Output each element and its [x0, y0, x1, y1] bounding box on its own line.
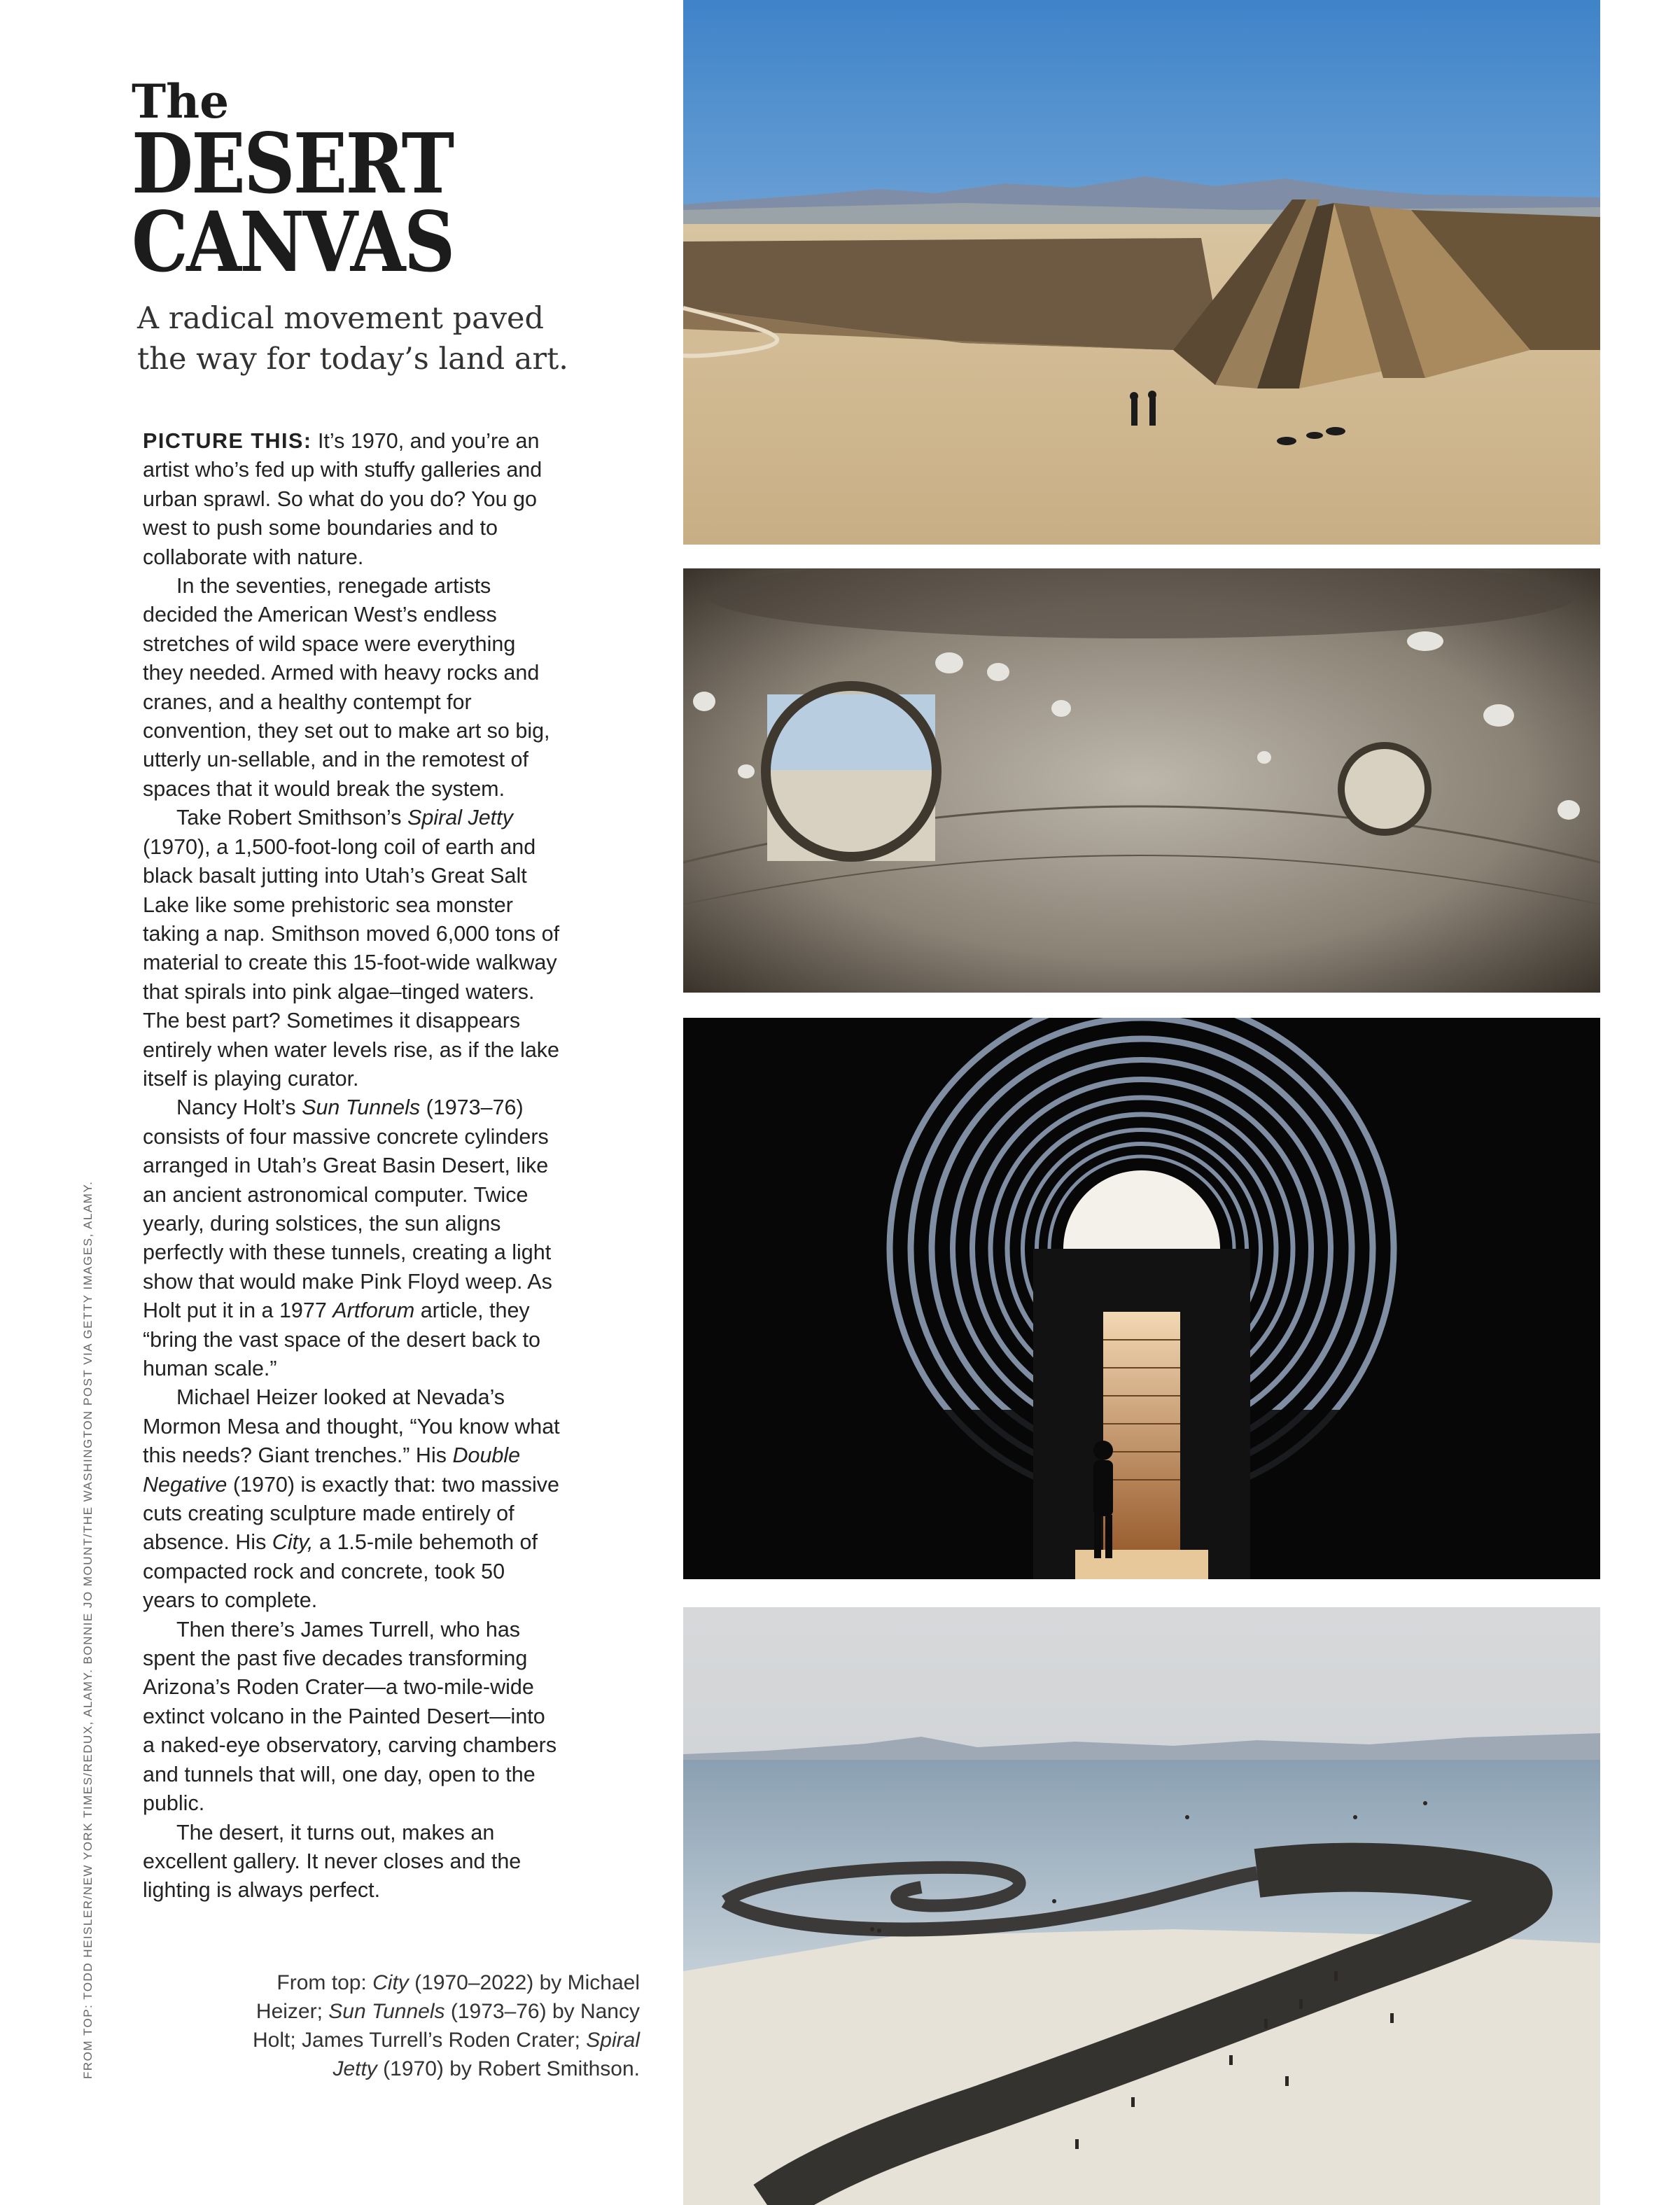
headline: [132, 115, 454, 290]
paragraph-3: Take Robert Smithson’s Spiral Jetty (1970), a 1,500-foot-long coil of earth and black basalt jutting into Utah’s Great Salt Lake like some prehistoric sea monster taking a nap. Smithson moved 6,000 tons of material to create this 15-foot-wide walkway that spirals into pink algae–tinged waters. The best part? Sometimes it disappears entirely when water levels rise, as if the lake itself is playing curator.: [143, 806, 560, 1091]
headline-line-2: CANVAS: [132, 193, 454, 290]
paragraph-2: In the seventies, renegade artists decided the American West’s endless stretches of wild space were everything they needed. Armed with heavy rocks and cranes, and a healthy contempt for convention, they set out to make art so big, utterly un-sellable, and in the remotest of spaces that it would break the system.: [143, 574, 550, 801]
photo-spiral-jetty: [683, 1607, 1600, 2205]
photo-credit: FROM TOP: TODD HEISLER/NEW YORK TIMES/REDUX, ALAMY. BONNIE JO MOUNT/THE WASHINGTON POST VIA GETTY IMAGES, ALAMY.: [81, 1180, 94, 2079]
photo-city: [683, 0, 1600, 545]
dek-subtitle: A radical movement paved the way for today’s land art.: [137, 301, 568, 377]
photo-sun-tunnels: [683, 568, 1600, 993]
paragraph-1: PICTURE THIS: It’s 1970, and you’re an artist who’s fed up with stuffy galleries and urban sprawl. So what do you do? You go west to push some boundaries and to collaborate with nature.: [143, 429, 542, 569]
paragraph-5: Michael Heizer looked at Nevada’s Mormon Mesa and thought, “You know what this needs? Giant trenches.” His Double Negative (1970) is exactly that: two massive cuts creating sculpture made entirely of absence. His City, a 1.5-mile behemoth of compacted rock and concrete, took 50 years to complete.: [143, 1385, 560, 1613]
photo-roden-crater: [683, 1018, 1600, 1579]
headline-kicker: The: [132, 74, 230, 129]
paragraph-7: The desert, it turns out, makes an excellent gallery. It never closes and the lighting is always perfect.: [143, 1820, 522, 1903]
photo-caption: From top: City (1970–2022) by Michael Heizer; Sun Tunnels (1973–76) by Nancy Holt; James Turrell’s Roden Crater; Spiral Jetty (1970) by Robert Smithson.: [253, 1971, 640, 2080]
paragraph-6: Then there’s James Turrell, who has spent the past five decades transforming Arizona’s Roden Crater—a two-mile-wide extinct volcano in the Painted Desert—into a naked-eye observatory, carving chambers and tunnels that will, one day, open to the public.: [143, 1617, 557, 1816]
headline-line-1: DESERT: [132, 115, 453, 212]
lead-in: PICTURE THIS:: [143, 429, 312, 453]
article-body: [143, 427, 560, 1905]
paragraph-4: Nancy Holt’s Sun Tunnels (1973–76) consists of four massive concrete cylinders arranged in Utah’s Great Basin Desert, like an ancient astronomical computer. Twice yearly, during solstices, the sun aligns perfectly with these tunnels, creating a light show that would make Pink Floyd weep. As Holt put it in a 1977 Artforum article, they “bring the vast space of the desert back to human scale.”: [143, 1096, 552, 1380]
